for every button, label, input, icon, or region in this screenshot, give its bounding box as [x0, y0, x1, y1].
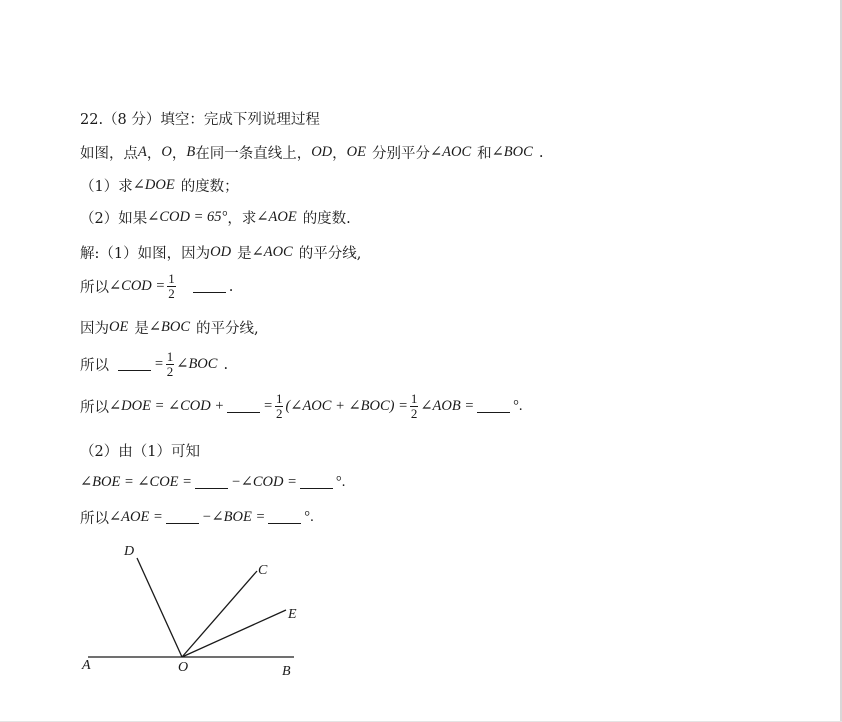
label-c: C: [258, 563, 268, 578]
fraction-denominator: 2: [168, 286, 175, 301]
answer-blank[interactable]: [227, 400, 260, 413]
s2-prefix: 所以: [80, 280, 109, 296]
s3-prefix: 因为: [80, 321, 109, 337]
angle-boc: ∠BOC: [491, 144, 533, 160]
label-b: B: [282, 664, 291, 679]
s5-end: °.: [513, 398, 523, 414]
intro-text-3: 分别平分: [372, 146, 430, 162]
intro-text-2: 在同一条直线上，: [195, 146, 312, 162]
fraction-numerator: 1: [166, 349, 174, 364]
s6-text: （2）由（1）可知: [80, 444, 200, 460]
solution-line-4: [80, 350, 228, 379]
comma-2: ，: [171, 146, 187, 162]
part-1-angle: ∠DOE: [132, 177, 175, 193]
s7-expr-2: −∠COD =: [230, 474, 297, 490]
fraction-numerator: 1: [275, 391, 283, 406]
s1-prefix: 解:（1）如图，因为: [80, 246, 211, 262]
angle-aoc: ∠AOC: [430, 144, 472, 160]
comma-1: ，: [146, 146, 162, 162]
label-d: D: [124, 544, 135, 559]
fraction-half: [166, 350, 175, 379]
s4-end: .: [223, 356, 229, 373]
s5-expr-2: (∠AOC + ∠BOC) =: [285, 398, 408, 414]
point-b: B: [186, 144, 196, 160]
part-2-label: （2）如果: [80, 211, 148, 227]
fraction-denominator: 2: [410, 406, 418, 421]
s4-angle: ∠BOC: [176, 356, 218, 372]
comma-3: ，: [332, 146, 347, 162]
s5-expr-3: ∠AOB =: [420, 398, 475, 414]
fraction-numerator: 1: [168, 271, 175, 286]
answer-blank[interactable]: [195, 476, 228, 489]
part-2-expr: ∠COD = 65°: [147, 209, 228, 225]
solution-line-5: [80, 392, 523, 421]
s4-eq: =: [154, 356, 164, 372]
part-1-rest: 的度数；: [180, 179, 239, 195]
label-a: A: [82, 658, 91, 673]
ray-oc-line: [182, 571, 257, 657]
ray-od: OD: [311, 144, 333, 160]
s8-expr-2: −∠BOE =: [201, 509, 266, 525]
s7-expr-1: ∠BOE = ∠COE =: [80, 474, 192, 490]
solution-line-1: [80, 242, 361, 263]
solution-line-7: [80, 474, 345, 491]
fraction-half: [410, 392, 419, 421]
point-o: O: [161, 144, 172, 160]
s2-end: .: [228, 278, 234, 295]
geometry-figure: [0, 530, 842, 690]
part-2-angle: ∠AOE: [256, 209, 297, 225]
point-a: A: [138, 144, 147, 160]
s2-expr: ∠COD =: [109, 278, 166, 294]
s1-rest: 的平分线,: [298, 246, 362, 262]
answer-blank[interactable]: [300, 476, 333, 489]
s3-mid: 是: [134, 321, 149, 337]
answer-blank[interactable]: [118, 358, 151, 371]
s1-mid: 是: [237, 246, 252, 262]
solution-line-6: [80, 440, 200, 461]
label-e: E: [288, 607, 297, 622]
s5-eq: =: [263, 398, 273, 414]
intro-text-1: 如图，点: [80, 146, 138, 162]
part-2-rest: 的度数.: [302, 211, 351, 227]
s3-oe: OE: [109, 319, 129, 335]
fraction-half: [275, 392, 284, 421]
solution-line-2: [80, 272, 233, 301]
intro-end: .: [538, 144, 544, 161]
ray-oe: OE: [346, 144, 366, 160]
fraction-denominator: 2: [166, 364, 174, 379]
solution-line-3: [80, 317, 259, 338]
ray-od-line: [137, 558, 182, 657]
answer-blank[interactable]: [268, 511, 301, 524]
s3-angle: ∠BOC: [148, 319, 190, 335]
part-2-mid: ，求: [227, 211, 257, 227]
s8-expr-1: ∠AOE =: [109, 509, 163, 525]
s8-end: °.: [304, 509, 314, 525]
s5-expr-1: ∠DOE = ∠COD +: [109, 398, 225, 414]
s1-angle: ∠AOC: [251, 244, 293, 260]
intro-text-4: 和: [477, 146, 492, 162]
label-o: O: [178, 660, 189, 675]
question-header-text: 22.（8 分）填空：完成下列说理过程: [80, 112, 320, 128]
question-header: [80, 108, 320, 129]
s7-end: °.: [335, 474, 346, 490]
part-1-label: （1）求: [80, 179, 133, 195]
s1-od: OD: [210, 244, 232, 260]
s3-rest: 的平分线,: [196, 321, 259, 337]
s4-prefix: 所以: [80, 358, 109, 374]
ray-oe-line: [182, 610, 286, 657]
part-1: [80, 175, 239, 196]
s5-prefix: 所以: [80, 400, 109, 416]
fraction-denominator: 2: [275, 406, 283, 421]
answer-blank[interactable]: [477, 400, 510, 413]
question-intro: [80, 142, 543, 163]
fraction-numerator: 1: [410, 391, 418, 406]
part-2: [80, 207, 351, 228]
solution-line-8: [80, 507, 314, 528]
answer-blank[interactable]: [166, 511, 199, 524]
s8-prefix: 所以: [80, 511, 109, 527]
answer-blank[interactable]: [193, 280, 226, 293]
fraction-half: [167, 272, 176, 301]
